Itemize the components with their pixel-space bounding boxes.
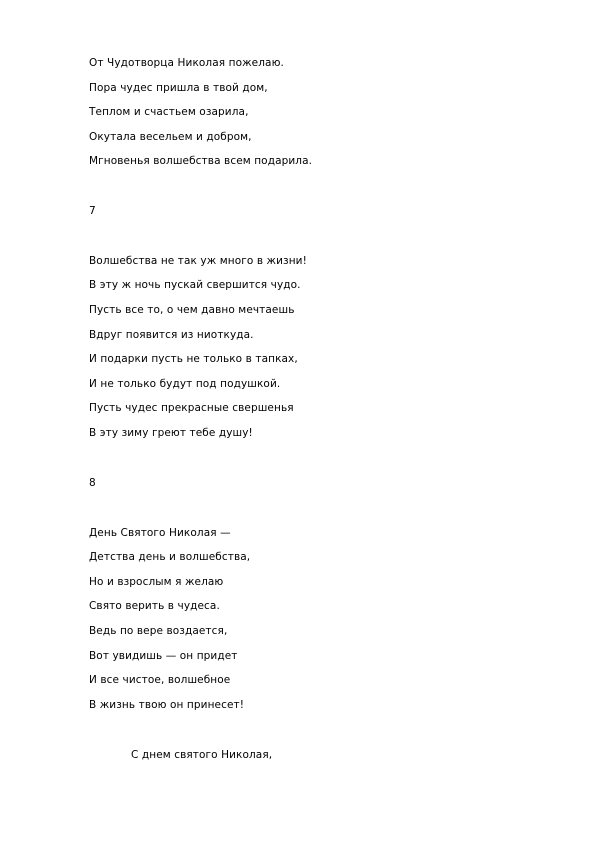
closing-line: С днем святого Николая, (131, 749, 273, 761)
poem-line: И не только будут под подушкой. (89, 378, 281, 390)
poem-line: И подарки пусть не только в тапках, (89, 353, 298, 365)
poem-line: Детства день и волшебства, (89, 551, 251, 563)
poem-line: Ведь по вере воздается, (89, 625, 228, 637)
poem-line: Пусть все то, о чем давно мечтаешь (89, 304, 295, 316)
poem-line: Мгновенья волшебства всем подарила. (89, 155, 313, 167)
poem-line: Пусть чудес прекрасные свершенья (89, 402, 294, 414)
poem-line: День Святого Николая — (89, 527, 231, 539)
poem-line: В эту зиму греют тебе душу! (89, 427, 253, 439)
poem-line: Пора чудес пришла в твой дом, (89, 82, 268, 94)
poem-line: Теплом и счастьем озарила, (89, 106, 249, 118)
poem-number-7: 7 (89, 205, 96, 217)
poem-line: Вдруг появится из ниоткуда. (89, 329, 254, 341)
poem-line: Свято верить в чудеса. (89, 600, 220, 612)
poem-line: Но и взрослым я желаю (89, 576, 224, 588)
poem-line: В эту ж ночь пускай свершится чудо. (89, 279, 301, 291)
poem-line: В жизнь твою он принесет! (89, 699, 245, 711)
poem-line: Волшебства не так уж много в жизни! (89, 255, 307, 267)
poem-line: Окутала весельем и добром, (89, 131, 252, 143)
poem-line: Вот увидишь — он придет (89, 650, 238, 662)
poem-line: От Чудотворца Николая пожелаю. (89, 57, 284, 69)
poem-line: И все чистое, волшебное (89, 674, 231, 686)
poem-number-8: 8 (89, 477, 96, 489)
